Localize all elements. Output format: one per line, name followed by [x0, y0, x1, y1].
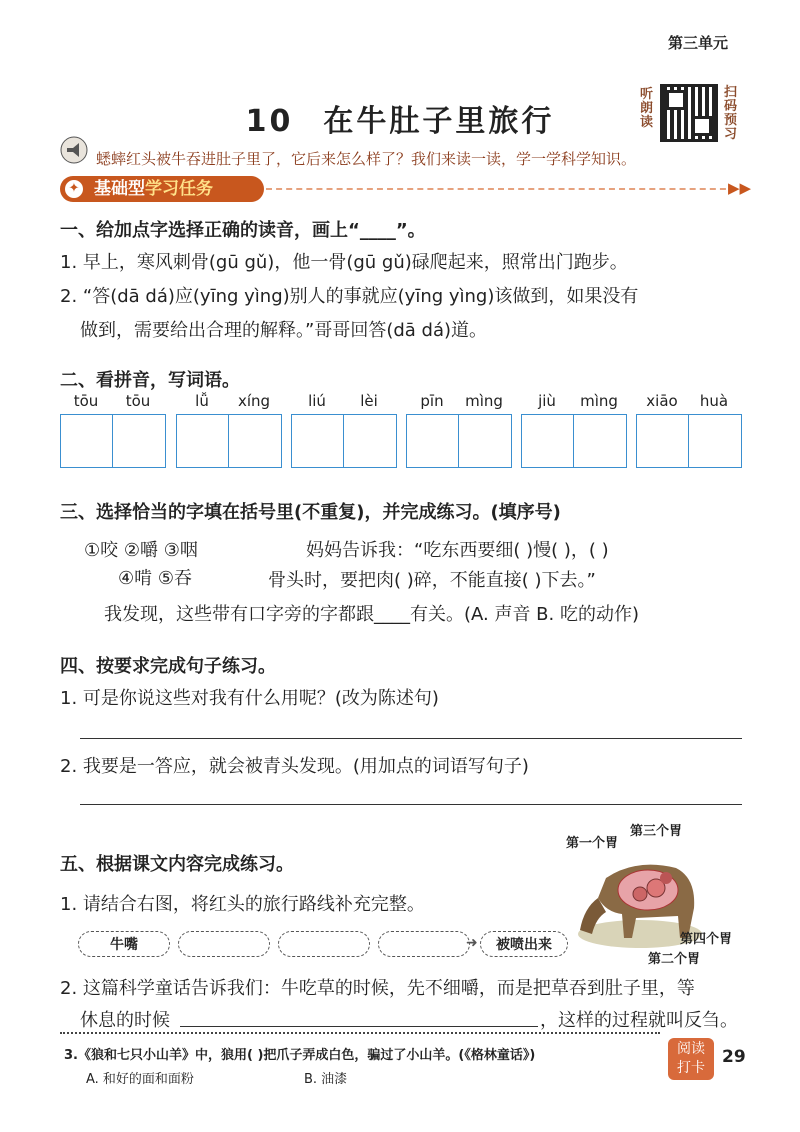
s5-q1: 1. 请结合右图，将红头的旅行路线补充完整。 — [60, 894, 425, 915]
route-blank-3[interactable] — [378, 931, 470, 957]
qr-label-preview: 扫码预习 — [724, 85, 738, 142]
s3-options-1: ①咬 ②嚼 ③咽 — [84, 540, 198, 561]
s4-heading: 四、按要求完成句子练习。 — [60, 656, 276, 677]
lightbulb-icon: ✦ — [63, 178, 85, 200]
writing-grid-6[interactable] — [636, 414, 742, 468]
s5-q2-answer-line[interactable] — [180, 1026, 538, 1027]
lesson-title-text: 在牛肚子里旅行 — [323, 104, 555, 139]
figure-label-stomach-1: 第一个胃 — [566, 836, 619, 851]
route-blank-1[interactable] — [178, 931, 270, 957]
s4-q1-answer-line[interactable] — [80, 738, 742, 739]
pinyin-label: liú — [308, 392, 326, 410]
badge-line2: 打卡 — [677, 1060, 705, 1076]
s2-heading: 二、看拼音，写词语。 — [60, 370, 240, 391]
writing-grid-2[interactable] — [176, 414, 282, 468]
figure-label-stomach-3: 第三个胃 — [630, 824, 683, 839]
banner-divider — [266, 188, 736, 190]
s3-options-2: ④啃 ⑤吞 — [118, 568, 192, 589]
arrow-right-icon: ▶▶ — [728, 179, 752, 197]
pinyin-label: huà — [699, 392, 729, 410]
s3-line3[interactable]: 我发现，这些带有口字旁的字都跟____有关。(A. 声音 B. 吃的动作) — [104, 604, 639, 625]
lesson-number: 10 — [245, 104, 294, 139]
route-blank-2[interactable] — [278, 931, 370, 957]
page-number: 29 — [722, 1047, 746, 1067]
footer-option-a[interactable]: A. 和好的面和面粉 — [86, 1072, 194, 1087]
pinyin-label: tōu — [73, 392, 99, 410]
writing-grid-3[interactable] — [291, 414, 397, 468]
figure-label-stomach-4: 第四个胃 — [680, 932, 733, 947]
s5-q2-line1: 2. 这篇科学童话告诉我们：牛吃草的时候，先不细嚼，而是把草吞到肚子里，等 — [60, 978, 695, 999]
megaphone-icon — [60, 136, 88, 164]
banner-part2: 学习任务 — [145, 179, 213, 199]
s1-q2-line1[interactable]: 2. “答(dā dá)应(yīng yìng)别人的事就应(yīng yìng)该做到，如果没有 — [60, 286, 639, 307]
section-banner — [60, 176, 264, 202]
s5-q2-line2-right: ，这样的过程就叫反刍。 — [540, 1010, 738, 1031]
s3-line2[interactable]: 骨头时，要把肉( )碎，不能直接( )下去。” — [268, 570, 596, 591]
s1-q1[interactable]: 1. 早上，寒风刺骨(gū gǔ)，他一骨(gū gǔ)碌爬起来，照常出门跑步。 — [60, 252, 628, 273]
pinyin-label: xíng — [237, 392, 271, 410]
badge-line1: 阅读 — [677, 1041, 705, 1057]
qr-code-icon[interactable] — [660, 84, 718, 142]
route-start: 牛嘴 — [78, 931, 170, 957]
pinyin-label: lǚ — [195, 392, 209, 410]
reading-checkin-badge[interactable] — [668, 1038, 714, 1080]
s4-q1: 1. 可是你说这些对我有什么用呢？(改为陈述句) — [60, 688, 439, 709]
pinyin-label: jiù — [538, 392, 556, 410]
pinyin-label: mìng — [580, 392, 618, 410]
s3-line1[interactable]: 妈妈告诉我：“吃东西要细( )慢( )，( ) — [306, 540, 609, 561]
unit-label: 第三单元 — [667, 34, 728, 52]
banner-part1: 基础型 — [94, 179, 145, 199]
footer-question: 3.《狼和七只小山羊》中，狼用( )把爪子弄成白色，骗过了小山羊。(《格林童话》) — [64, 1048, 536, 1063]
pinyin-label: lèi — [360, 392, 378, 410]
writing-grid-4[interactable] — [406, 414, 512, 468]
route-arrow-icon: ➜ — [466, 935, 478, 951]
qr-label-listen: 听朗读 — [640, 87, 654, 130]
intro-text: 蟋蟀红头被牛吞进肚子里了，它后来怎么样了？我们来读一读，学一学科学知识。 — [96, 150, 637, 168]
s1-heading: 一、给加点字选择正确的读音，画上“____”。 — [60, 220, 426, 241]
pinyin-label: pīn — [420, 392, 444, 410]
s3-heading: 三、选择恰当的字填在括号里(不重复)，并完成练习。(填序号) — [60, 502, 561, 523]
pinyin-label: mìng — [465, 392, 503, 410]
s4-q2: 2. 我要是一答应，就会被青头发现。(用加点的词语写句子) — [60, 756, 529, 777]
s1-q2-line2[interactable]: 做到，需要给出合理的解释。”哥哥回答(dā dá)道。 — [80, 320, 488, 341]
writing-grid-1[interactable] — [60, 414, 166, 468]
pinyin-label: xiāo — [646, 392, 678, 410]
footer-divider — [60, 1032, 660, 1034]
writing-grid-5[interactable] — [521, 414, 627, 468]
s4-q2-answer-line[interactable] — [80, 804, 742, 805]
s5-heading: 五、根据课文内容完成练习。 — [60, 854, 294, 875]
route-end: 被喷出来 — [480, 931, 568, 957]
figure-label-stomach-2: 第二个胃 — [648, 952, 701, 967]
footer-option-b[interactable]: B. 油漆 — [304, 1072, 348, 1087]
s5-q2-line2-left: 休息的时候 — [80, 1010, 170, 1031]
pinyin-label: tōu — [125, 392, 151, 410]
